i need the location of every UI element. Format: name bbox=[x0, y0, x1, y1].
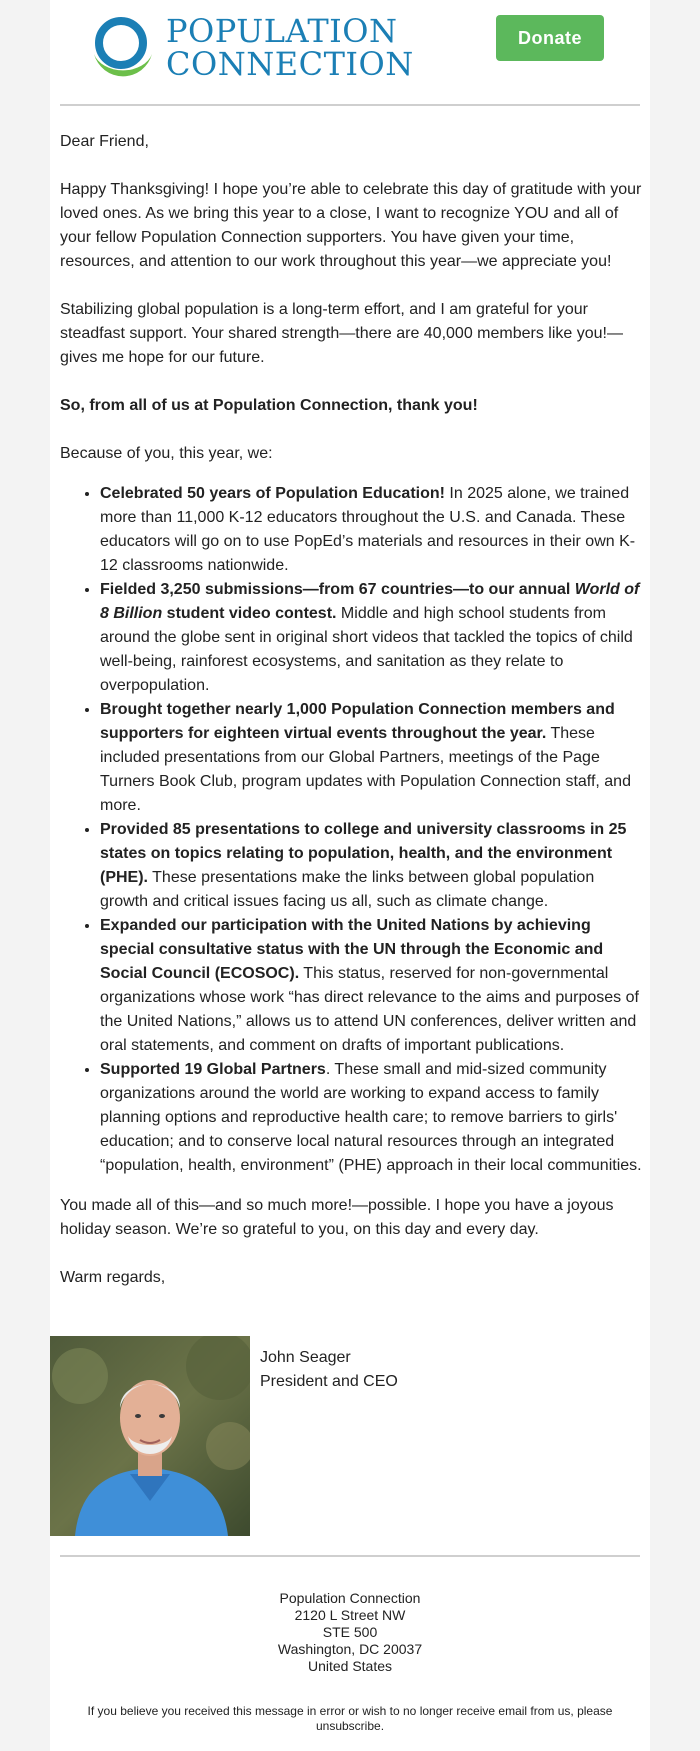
logo-wordmark bbox=[166, 12, 414, 83]
logo-circle-icon bbox=[90, 14, 158, 82]
item-headline: Supported 19 Global Partners bbox=[100, 1061, 326, 1078]
item-detail: In 2025 alone, we trained more than 11,000 K-12 educators throughout the U.S. and Canada. These educators will go on to use PopEd’s materials and resources in their own K-12 classrooms nationwide. bbox=[100, 485, 636, 574]
list-item bbox=[100, 818, 642, 914]
email-container bbox=[50, 0, 650, 1751]
signature-text bbox=[260, 1346, 398, 1394]
thank-you-line: So, from all of us at Population Connection, thank you! bbox=[60, 397, 478, 414]
footer-address bbox=[50, 1590, 650, 1675]
list-item bbox=[100, 1058, 642, 1178]
accomplishments-list bbox=[60, 482, 642, 1178]
address-org: Population Connection bbox=[279, 1590, 421, 1606]
paragraph-stabilizing: Stabilizing global population is a long-term effort, and I am grateful for your steadfast support. Your shared strength—there are 40,000 members like you!—gives me hope for our future. bbox=[60, 301, 623, 366]
address-city: Washington, DC 20037 bbox=[277, 1641, 423, 1657]
footer-divider bbox=[60, 1555, 640, 1557]
contest-name: World of 8 Billion bbox=[100, 581, 640, 622]
donate-button[interactable]: Donate bbox=[496, 15, 604, 61]
signature-block bbox=[50, 1336, 650, 1536]
letter-body bbox=[60, 130, 642, 1314]
item-headline: Fielded 3,250 submissions—from 67 countries—to our annual bbox=[100, 581, 575, 598]
list-item bbox=[100, 482, 642, 578]
paragraph-thanksgiving: Happy Thanksgiving! I hope you’re able to celebrate this day of gratitude with your loved ones. As we bring this year to a close, I want to recognize YOU and all of your fellow Population Connection supporters. You have given your time, resources, and attention to our work throughout this year—we appreciate you! bbox=[60, 181, 642, 270]
email-header bbox=[50, 0, 650, 110]
item-headline: Celebrated 50 years of Population Education! bbox=[100, 485, 445, 502]
signer-title: President and CEO bbox=[260, 1373, 398, 1390]
address-street: 2120 L Street NW bbox=[294, 1607, 406, 1623]
unsub-period: . bbox=[380, 1719, 385, 1733]
signoff: Warm regards, bbox=[60, 1269, 166, 1286]
logo-line-1: POPULATION bbox=[166, 12, 398, 50]
item-detail: Middle and high school students from around the globe sent in original short videos that tackled the topics of child well-being, rainforest ecosystems, and sanitation as they relate to overpopulation. bbox=[100, 605, 633, 694]
address-country: United States bbox=[307, 1658, 393, 1674]
item-detail: These included presentations from our Global Partners, meetings of the Page Turners Book Club, program updates with Population Connection staff, and more. bbox=[100, 725, 631, 814]
unsubscribe-link[interactable]: unsubscribe bbox=[315, 1719, 381, 1733]
logo-line-2: CONNECTION bbox=[166, 45, 414, 83]
item-headline: Brought together nearly 1,000 Population Connection members and supporters for eighteen virtual events throughout the year. bbox=[100, 701, 615, 742]
item-detail: These presentations make the links between global population growth and critical issues facing us all, such as climate change. bbox=[100, 869, 595, 910]
signer-name: John Seager bbox=[260, 1349, 351, 1366]
item-headline: Provided 85 presentations to college and university classrooms in 25 states on topics relating to population, health, and the environment (PHE). bbox=[100, 821, 627, 886]
item-detail: This status, reserved for non-governmental organizations whose work “has direct relevance to the aims and purposes of the United Nations,” allows us to attend UN conferences, deliver written and oral statements, and comment on drafts of important publications. bbox=[100, 965, 639, 1054]
greeting: Dear Friend, bbox=[60, 133, 149, 150]
address-suite: STE 500 bbox=[322, 1624, 378, 1640]
unsub-text: If you believe you received this message in error or wish to no longer receive email from us, please bbox=[87, 1704, 613, 1718]
list-item bbox=[100, 698, 642, 818]
list-intro: Because of you, this year, we: bbox=[60, 445, 273, 462]
item-headline: Expanded our participation with the United Nations by achieving special consultative status with the UN through the Economic and Social Council (ECOSOC). bbox=[100, 917, 604, 982]
item-detail: . These small and mid-sized community organizations around the world are working to expand access to family planning options and reproductive health care; to remove barriers to girls' education; and to conserve local natural resources through an integrated “population, health, environment” (PHE) approach in their local communities. bbox=[100, 1061, 642, 1174]
list-item bbox=[100, 914, 642, 1058]
population-connection-logo[interactable] bbox=[90, 14, 414, 82]
closing-paragraph: You made all of this—and so much more!—possible. I hope you have a joyous holiday season. We’re so grateful to you, on this day and every day. bbox=[60, 1197, 614, 1238]
ceo-portrait bbox=[50, 1336, 250, 1536]
header-divider bbox=[60, 104, 640, 106]
unsubscribe-notice bbox=[80, 1704, 620, 1734]
item-headline-end: student video contest. bbox=[162, 605, 337, 622]
list-item bbox=[100, 578, 642, 698]
